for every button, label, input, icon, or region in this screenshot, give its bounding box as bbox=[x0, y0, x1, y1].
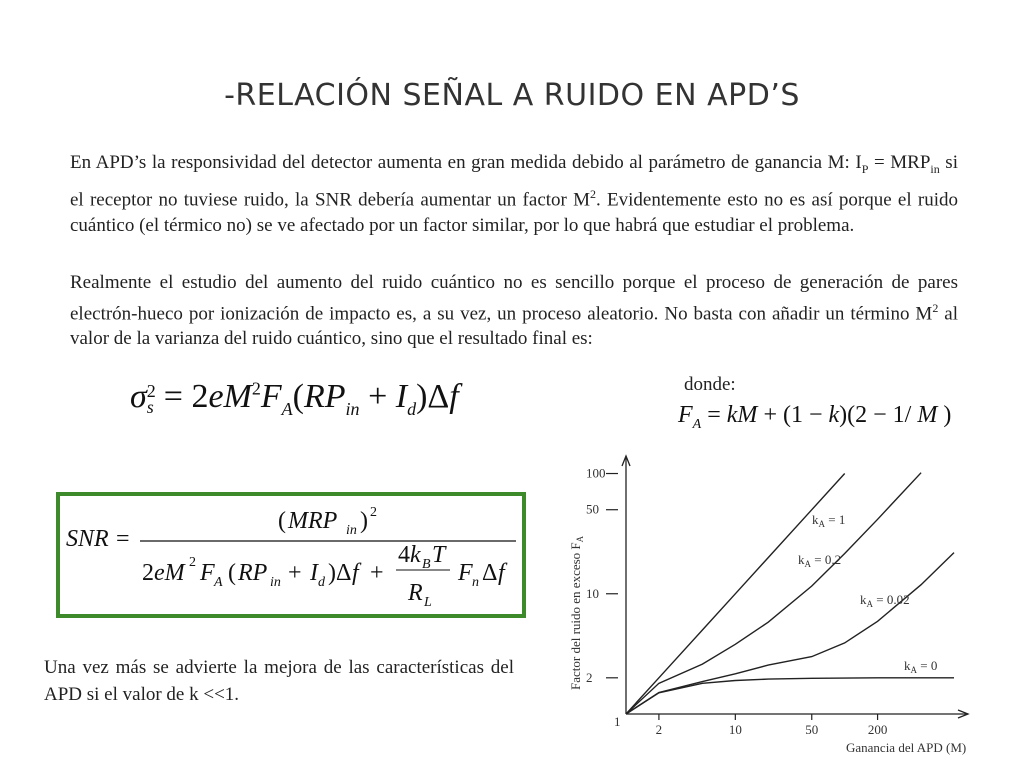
svg-text:A: A bbox=[214, 575, 223, 590]
chart-labels bbox=[568, 512, 966, 755]
svg-text:)Δ: )Δ bbox=[328, 560, 352, 586]
excess-noise-factor-equation: $F_A$ = kM + (1 − k)(2 − 1/ M ) bbox=[678, 402, 952, 432]
svg-text:eM: eM bbox=[154, 560, 185, 586]
snr-equation bbox=[60, 496, 522, 614]
y-tick-label: 2 bbox=[586, 669, 593, 685]
svg-text:Δ: Δ bbox=[482, 560, 498, 586]
series-label: $k_A = 0$ bbox=[904, 658, 938, 675]
paragraph-shot-noise: Realmente el estudio del aumento del ruido cuántico no es sencillo porque el proceso de generación de pares electrón-hueco por ionización de impacto es, a su vez, un proceso aleatorio. No basta con añadir un término $M^2$ al valor de la varianza del ruido cuántico, sino que el resultado final es: bbox=[70, 272, 959, 350]
series-line bbox=[626, 678, 954, 714]
svg-text:): ) bbox=[360, 508, 368, 534]
x-axis-title: Ganancia del APD (M) bbox=[846, 740, 967, 755]
svg-text:(: ( bbox=[278, 508, 286, 534]
svg-text:SNR: SNR bbox=[66, 526, 109, 552]
series-label: $k_A = 1$ bbox=[812, 512, 846, 529]
svg-text:2: 2 bbox=[142, 560, 154, 586]
y-tick-label: 100 bbox=[586, 465, 606, 481]
y-tick-label: 10 bbox=[586, 585, 599, 601]
y-axis-title: Factor del ruido en exceso $F_A$ bbox=[568, 535, 585, 690]
svg-text:in: in bbox=[346, 523, 357, 538]
svg-text:F: F bbox=[458, 560, 473, 586]
slide-title: -RELACIÓN SEÑAL A RUIDO EN APD’S bbox=[224, 78, 800, 113]
svg-text:I: I bbox=[310, 560, 318, 586]
conclusion-text: Una vez más se advierte la mejora de las características del APD si el valor de k <<1. bbox=[44, 657, 514, 705]
excess-noise-chart bbox=[560, 440, 1020, 760]
series-label: $k_A = 0.2$ bbox=[798, 552, 842, 569]
svg-text:=: = bbox=[116, 526, 130, 552]
snr-equation-box bbox=[56, 492, 526, 618]
x-tick-label: 50 bbox=[805, 722, 819, 737]
y-tick-label: 50 bbox=[586, 501, 599, 517]
svg-text:MRP: MRP bbox=[288, 508, 338, 534]
svg-text:(: ( bbox=[228, 560, 236, 586]
y-tick-label: 1 bbox=[614, 714, 621, 729]
x-tick-label: 200 bbox=[867, 722, 888, 737]
svg-text:4: 4 bbox=[398, 542, 410, 568]
svg-text:in: in bbox=[270, 575, 281, 590]
svg-text:+: + bbox=[370, 560, 384, 586]
svg-text:d: d bbox=[318, 575, 325, 590]
series-label: $k_A = 0.02$ bbox=[860, 592, 910, 609]
donde-label: donde: bbox=[684, 374, 736, 395]
x-tick-label: 2 bbox=[655, 722, 663, 737]
svg-text:k: k bbox=[410, 542, 421, 568]
svg-text:n: n bbox=[472, 575, 479, 590]
svg-text:+: + bbox=[288, 560, 302, 586]
svg-text:2: 2 bbox=[370, 505, 377, 520]
svg-text:B: B bbox=[422, 557, 431, 572]
svg-text:RP: RP bbox=[238, 560, 268, 586]
x-tick-label: 10 bbox=[728, 722, 742, 737]
svg-text:F: F bbox=[200, 560, 215, 586]
svg-text:2: 2 bbox=[189, 555, 196, 570]
svg-text:L: L bbox=[424, 595, 432, 610]
chart-ticks bbox=[586, 466, 887, 737]
paragraph-apd-gain: En APD’s la responsividad del detector aumenta en gran medida debido al parámetro de ganancia M: $I_P = MRP_{in}$ si el receptor no tuviese ruido, la SNR debería aumentar un factor $M^2$. Evidentemente esto no es así porque el ruido cuántico (el térmico no) se ve afectado por un factor similar, por lo que habrá que estudiar el problema. bbox=[70, 152, 958, 237]
svg-text:R: R bbox=[408, 580, 423, 606]
shot-noise-variance-equation: σ 2 s = $2eM^2F_A(RP_{in} + I_d)\Delta f$ bbox=[130, 378, 459, 419]
svg-text:T: T bbox=[432, 542, 446, 568]
svg-text:f: f bbox=[352, 560, 359, 586]
svg-text:f: f bbox=[498, 560, 505, 586]
